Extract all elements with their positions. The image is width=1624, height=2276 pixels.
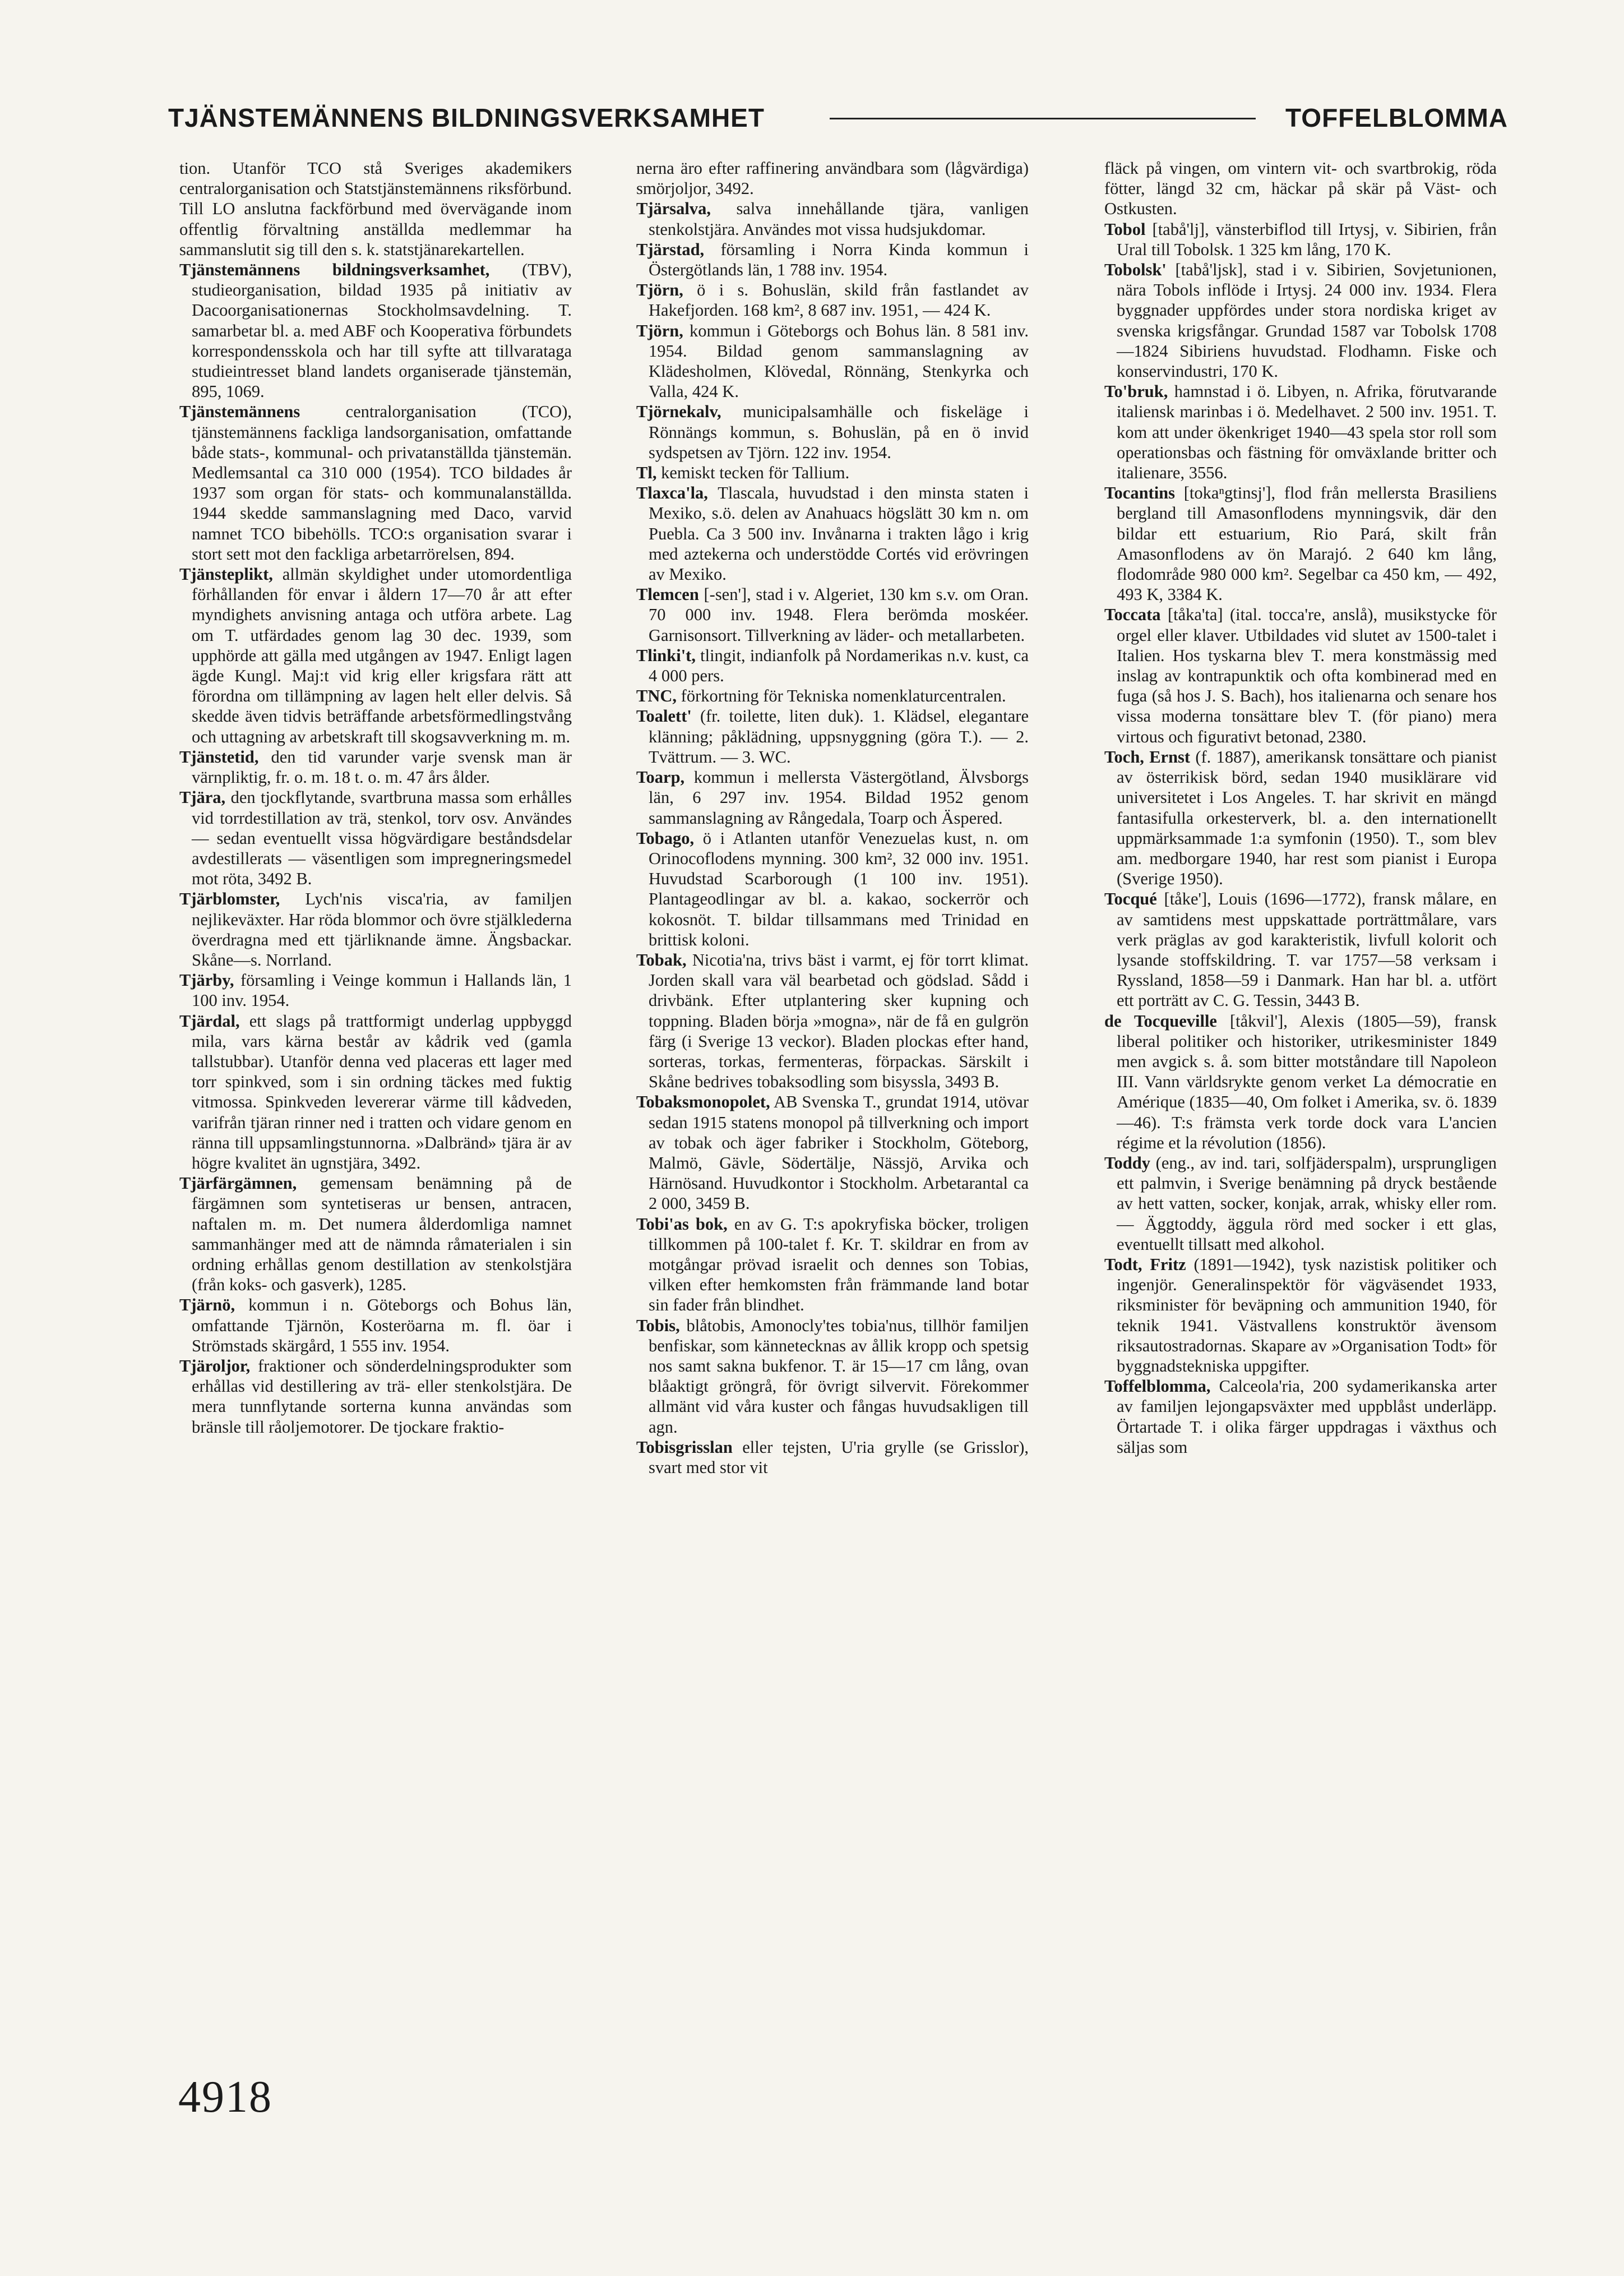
column-2 xyxy=(636,158,1029,1478)
entry-headword: Tl, xyxy=(636,463,657,483)
dictionary-entry xyxy=(1104,1153,1497,1254)
entry-headword: Tjänstetid, xyxy=(179,747,259,767)
dictionary-entry xyxy=(636,645,1029,686)
entry-headword: Tjänsteplikt, xyxy=(179,565,273,584)
entry-headword: Tjärstad, xyxy=(636,239,705,259)
dictionary-entry xyxy=(179,747,572,787)
dictionary-entry xyxy=(1104,219,1497,260)
dictionary-entry xyxy=(636,706,1029,767)
entry-headword: To'bruk, xyxy=(1104,382,1168,401)
entry-text: Tlascala, huvudstad i den minsta staten i Mexiko, s.ö. delen av Anahuacs högslätt 30 km n. om Puebla. Ca 3 500 inv. Invånarna i trakten lågo i krig med aztekerna och understödde Cortés vid erövringen av Mexiko. xyxy=(649,483,1029,584)
dictionary-entry xyxy=(179,564,572,747)
dictionary-entry xyxy=(636,1437,1029,1478)
entry-text: (eng., av ind. tari, solfjäderspalm), ursprungligen ett palmvin, i Sverige benämning på dryck bestående av hett vatten, socker, konjak, arrak, whisky eller rom. — Äggtoddy, äggula rörd med socker i ett glas, eventuellt tillsatt med alkohol. xyxy=(1117,1153,1497,1254)
entry-headword: Tobolsk' xyxy=(1104,260,1167,280)
dictionary-entry xyxy=(636,321,1029,402)
header-section-title: TJÄNSTEMÄNNENS BILDNINGSVERKSAMHET xyxy=(168,103,765,132)
dictionary-entry xyxy=(179,158,572,260)
entry-text: [-sen'], stad i v. Algeriet, 130 km s.v. om Oran. 70 000 inv. 1948. Flera berömda moskéer. Garnisonsort. Tillverkning av läder- och metallarbeten. xyxy=(649,585,1029,645)
entry-headword: Toffelblomma, xyxy=(1104,1377,1211,1396)
dictionary-entry xyxy=(636,686,1029,706)
column-3 xyxy=(1104,158,1497,1457)
dictionary-entry xyxy=(179,889,572,970)
entry-text: [tåke'], Louis (1696—1772), fransk målare, en av samtidens mest uppskattade porträttmålare, vars verk präglas av god karakteristik, livfull kolorit och lysande stoffskildring. T. var 1757—58 verksam i Ryssland, 1858—59 i Danmark. Han har bl. a. utfört ett porträtt av C. G. Tessin, 3443 B. xyxy=(1117,889,1497,1010)
entry-headword: Tobol xyxy=(1104,219,1146,239)
entry-headword: Tjärnö, xyxy=(179,1295,235,1315)
dictionary-entry xyxy=(1104,381,1497,483)
entry-headword: Tlaxca'la, xyxy=(636,483,708,503)
entry-text: kommun i mellersta Västergötland, Älvsborgs län, 6 297 inv. 1954. Bildad 1952 genom sammanslagning av Rångedala, Toarp och Äspered. xyxy=(649,768,1029,828)
dictionary-entry xyxy=(636,828,1029,950)
entry-text: blåtobis, Amonocly'tes tobia'nus, tillhör familjen benfiskar, som kännetecknas av ållik kropp och spetsig nos samt sakna bukfenor. T. är 15—17 cm lång, ovan blåaktigt gröngrå, för övrigt silvervit. Förekommer allmänt vid våra kuster och fångas huvudsakligen till agn. xyxy=(649,1315,1029,1437)
entry-headword: Toalett' xyxy=(636,707,692,726)
entry-headword: Toarp, xyxy=(636,768,685,787)
entry-text: församling i Veinge kommun i Hallands län, 1 100 inv. 1954. xyxy=(192,971,572,1010)
entry-headword: TNC, xyxy=(636,686,677,706)
entry-headword: de Tocqueville xyxy=(1104,1011,1217,1031)
entry-text: församling i Norra Kinda kommun i Östergötlands län, 1 788 inv. 1954. xyxy=(649,239,1029,280)
entry-headword: Tobaksmonopolet, xyxy=(636,1092,770,1112)
entry-text: kommun i Göteborgs och Bohus län. 8 581 inv. 1954. Bildad genom sammanslagning av Klädesholmen, Klövedal, Rönnäng, Stenkyrka och Valla, 424 K. xyxy=(649,321,1029,401)
header-rule xyxy=(830,118,1256,119)
entry-headword: Tjörn, xyxy=(636,321,683,340)
column-1 xyxy=(179,158,572,1437)
page-number: 4918 xyxy=(178,2072,272,2122)
dictionary-entry xyxy=(179,787,572,889)
entry-headword: Tobisgrisslan xyxy=(636,1437,733,1457)
entry-text: (1891—1942), tysk nazistisk politiker och ingenjör. Generalinspektör för vägväsendet 1933, riksminister för beväpning och ammunition 1940, för teknik 1941. Västvallens konstruktör ävensom riksautostradornas. Skapare av »Organisation Todt» för byggnadstekniska uppgifter. xyxy=(1117,1254,1497,1375)
entry-text: [tåka'ta] (ital. tocca're, anslå), musikstycke för orgel eller klaver. Utbildades vid slutet av 1500-talet i Italien. Hos tyskarna blev T. mera konstmässig med inslag av kontrapunktik och ofta kombinerad med en fuga (så hos J. S. Bach), hos italienarna och senare hos vissa moderna tonsättare blev T. (för piano) mera virtous och figurativt betonad, 2380. xyxy=(1117,605,1497,746)
entry-headword: Toddy xyxy=(1104,1153,1150,1172)
dictionary-entry xyxy=(636,401,1029,463)
entry-text: förkortning för Tekniska nomenklaturcentralen. xyxy=(681,686,1006,706)
dictionary-entry xyxy=(179,401,572,564)
entry-headword: Todt, Fritz xyxy=(1104,1254,1186,1274)
dictionary-entry xyxy=(1104,483,1497,604)
dictionary-entry xyxy=(636,280,1029,320)
entry-text: (TBV), studieorganisation, bildad 1935 på initiativ av Dacoorganisationernas Stockholmsavdelning. T. samarbetar bl. a. med ABF och Kooperativa förbundets korrespondensskola och har till syfte att tillvarataga studieintresset bland landets organiserade tjänstemän, 895, 1069. xyxy=(192,260,572,401)
entry-text: eller tejsten, U'ria grylle (se Grisslor), svart med stor vit xyxy=(649,1437,1029,1477)
dictionary-entry xyxy=(1104,158,1497,219)
entry-headword: Tjörn, xyxy=(636,280,683,300)
entry-text: [tabå'lj], vänsterbiflod till Irtysj, v. Sibirien, från Ural till Tobolsk. 1 325 km lång, 170 K. xyxy=(1117,219,1497,259)
entry-text: ett slags på trattformigt underlag uppbyggd mila, vars kärna består av kådrik ved (gamla tallstubbar). Utanför denna ved placeras ett lager med torr spinkved, som i sin ordning täckes med fuktig vitmossa. Spinkveden levererar värme till kådveden, varifrån tjäran rinner ned i tratten och vidare genom en ränna till uppsamlingstunnorna. »Dalbränd» tjära är av högre kvalitet än ugnstjära, 3492. xyxy=(192,1011,572,1172)
entry-text: (fr. toilette, liten duk). 1. Klädsel, elegantare klänning; påklädning, uppsnyggning (göra T.). — 2. Tvättrum. — 3. WC. xyxy=(649,707,1029,767)
entry-text: centralorganisation (TCO), tjänstemännens fackliga landsorganisation, omfattande både stats-, kommunal- och privatanställda tjänstemän. Medlemsantal ca 310 000 (1954). TCO bildades år 1937 som organ för stats- och kommunalanställda. 1944 skedde sammanslagning med Daco, varvid namnet TCO bibehölls. TCO:s organisation svarar i stort sett mot den fackliga arbetarrörelsen, 894. xyxy=(192,402,572,564)
entry-text: Calceola'ria, 200 sydamerikanska arter av familjen lejongapsväxter med uppblåst underläpp. Örtartade T. i olika färger uppdragas i växthus och säljas som xyxy=(1117,1377,1497,1457)
entry-headword: Tlemcen xyxy=(636,585,699,604)
entry-text: nerna äro efter raffinering användbara som (lågvärdiga) smörjoljor, 3492. xyxy=(636,159,1029,198)
entry-text: tlingit, indianfolk på Nordamerikas n.v. kust, ca 4 000 pers. xyxy=(649,645,1029,686)
entry-text: fläck på vingen, om vintern vit- och svartbrokig, röda fötter, längd 32 cm, häckar på skär på Väst- och Ostkusten. xyxy=(1104,159,1497,219)
entry-text: tion. Utanför TCO stå Sveriges akademikers centralorganisation och Statstjänstemännens riksförbund. Till LO anslutna fackförbund med övervägande inom offentlig förvaltning anställda medlemmar ha sammanslutit sig till den s. k. statstjänarekartellen. xyxy=(179,159,572,259)
entry-headword: Tjärsalva, xyxy=(636,199,711,219)
entry-headword: Tobi'as bok, xyxy=(636,1214,728,1234)
dictionary-entry xyxy=(179,260,572,401)
dictionary-entry xyxy=(1104,747,1497,889)
entry-text: [tåkvil'], Alexis (1805—59), fransk liberal politiker och historiker, utrikesminister 1849 men avgick s. å. som bitter motståndare till Napoleon III. Vann världsrykte genom verket La démocratie en Amérique (1835—40, Om folket i Amerika, sv. ö. 1839—46). T:s främsta verk torde dock vara L'ancien régime et la révolution (1856). xyxy=(1117,1011,1497,1152)
dictionary-entry xyxy=(1104,1376,1497,1457)
dictionary-entry xyxy=(636,767,1029,828)
entry-text: kommun i n. Göteborgs och Bohus län, omfattande Tjärnön, Kosteröarna m. fl. öar i Strömstads skärgård, 1 555 inv. 1954. xyxy=(192,1295,572,1355)
dictionary-entry xyxy=(179,1295,572,1356)
entry-headword: Tobak, xyxy=(636,950,687,970)
dictionary-entry xyxy=(1104,1011,1497,1153)
entry-headword: Tlinki't, xyxy=(636,645,696,665)
dictionary-entry xyxy=(179,970,572,1010)
dictionary-entry xyxy=(636,1315,1029,1437)
entry-text: gemensam benämning på de färgämnen som syntetiseras ur bensen, antracen, naftalen m. m. Det numera ålderdomliga namnet sammanhänger med att de nämnda råmaterialen i sin ordning erhållas genom destillation av stenkolstjära (från koks- och gasverk), 1285. xyxy=(192,1174,572,1295)
entry-headword: Tjänstemännens bildningsverksamhet, xyxy=(179,260,490,280)
dictionary-entry xyxy=(636,584,1029,645)
entry-text: en av G. T:s apokryfiska böcker, troligen tillkommen på 100-talet f. Kr. T. skildrar en from av motgångar prövad israelit och dennes son Tobias, vilken efter hemkomsten från främmande land botar sin fader från blindhet. xyxy=(649,1214,1029,1315)
running-header xyxy=(168,101,1508,140)
entry-headword: Tjärdal, xyxy=(179,1011,240,1031)
entry-headword: Tjärblomster, xyxy=(179,889,280,909)
entry-text: den tjockflytande, svartbruna massa som erhålles vid torrdestillation av trä, stenkol, torv osv. Användes — sedan eventuellt vissa högvärdigare beståndsdelar avdestillerats — väsentligen som impregneringsmedel mot röta, 3492 B. xyxy=(192,788,572,889)
dictionary-entry xyxy=(636,198,1029,239)
entry-headword: Tobis, xyxy=(636,1315,680,1335)
entry-headword: Tocqué xyxy=(1104,889,1157,909)
entry-headword: Tjörnekalv, xyxy=(636,402,721,422)
entry-text: kemiskt tecken för Tallium. xyxy=(661,463,850,483)
dictionary-entry xyxy=(636,158,1029,198)
dictionary-entry xyxy=(179,1011,572,1174)
entry-headword: Tjänstemännens xyxy=(179,402,300,422)
entry-headword: Tjäroljor, xyxy=(179,1356,251,1375)
dictionary-entry xyxy=(636,1092,1029,1213)
dictionary-entry xyxy=(179,1356,572,1437)
dictionary-entry xyxy=(179,1173,572,1295)
dictionary-entry xyxy=(636,1214,1029,1315)
dictionary-entry xyxy=(1104,1254,1497,1376)
entry-text: [tokaⁿgtinsj'], flod från mellersta Brasiliens bergland till Amasonflodens mynningsvik, där den bildar ett estuarium, Rio Pará, skilt från Amasonflodens av ön Marajó. 2 640 km lång, flodområde 980 000 km². Segelbar ca 450 km, — 492, 493 K, 3384 K. xyxy=(1117,483,1497,604)
entry-headword: Toch, Ernst xyxy=(1104,747,1191,767)
entry-text: hamnstad i ö. Libyen, n. Afrika, förutvarande italiensk marinbas i ö. Medelhavet. 2 500 inv. 1951. T. kom att under ökenkriget 1940—43 spela stor roll som operationsbas och fästning för omväxlande britter och italienare, 3556. xyxy=(1117,382,1497,483)
entry-text: fraktioner och sönderdelningsprodukter som erhållas vid destillering av trä- eller stenkolstjära. De mera tunnflytande sorterna kunna användas som bränsle till råoljemotorer. De tjockare fraktio- xyxy=(192,1356,572,1437)
entry-headword: Toccata xyxy=(1104,605,1161,625)
dictionary-entry xyxy=(636,463,1029,483)
dictionary-entry xyxy=(636,239,1029,280)
entry-headword: Tjära, xyxy=(179,788,226,807)
entry-text: Nicotia'na, trivs bäst i varmt, ej för torrt klimat. Jorden skall vara väl bearbetad och gödslad. Sådd i drivbänk. Efter utplantering sker kupning och toppning. Bladen börja »mogna», när de få en gulgrön färg (i Sverige 13 veckor). Bladen plockas efter hand, sorteras, torkas, fermenteras, förpackas. Särskilt i Skåne bedrives tobaksodling som bisyssla, 3493 B. xyxy=(649,950,1029,1092)
dictionary-entry xyxy=(1104,889,1497,1010)
dictionary-entry xyxy=(636,483,1029,584)
entry-text: [tabå'ljsk], stad i v. Sibirien, Sovjetunionen, nära Tobols inflöde i Irtysj. 24 000 inv. 1934. Flera byggnader uppfördes under stora nordiska kriget av svenska krigsfångar. Grundad 1587 var Tobolsk 1708—1824 Sibiriens huvudstad. Flodhamn. Fiske och konservindustri, 170 K. xyxy=(1117,260,1497,381)
entry-text: ö i s. Bohuslän, skild från fastlandet av Hakefjorden. 168 km², 8 687 inv. 1951, — 424 K. xyxy=(649,280,1029,320)
entry-text: AB Svenska T., grundat 1914, utövar sedan 1915 statens monopol på tillverkning och import av tobak och äger fabriker i Stockholm, Göteborg, Malmö, Gävle, Södertälje, Nässjö, Arvika och Härnösand. Huvudkontor i Stockholm. Arbetarantal ca 2 000, 3459 B. xyxy=(649,1092,1029,1213)
entry-text: Lych'nis visca'ria, av familjen nejlikeväxter. Har röda blommor och övre stjälklederna överdragna med ett tjärliknande ämne. Ängsbackar. Skåne—s. Norrland. xyxy=(192,889,572,970)
entry-text: allmän skyldighet under utomordentliga förhållanden för envar i åldern 17—70 år att efter myndighets anvisning antaga och utföra arbete. Lag om T. utfärdades genom lag 30 dec. 1939, som upphörde att gälla med utgången av 1947. Enligt lagen ägde Kungl. Maj:t vid krig eller krigsfara rätt att förordna om tillämpning av lagen helt eller delvis. Så skedde även tidvis beträffande arbetsförmedlingstvång och uttagning av arbetskraft till skogsavverkning m. m. xyxy=(192,565,572,746)
entry-text: municipalsamhälle och fiskeläge i Rönnängs kommun, s. Bohuslän, på en ö invid sydspetsen av Tjörn. 122 inv. 1954. xyxy=(649,402,1029,462)
entry-text: salva innehållande tjära, vanligen stenkolstjära. Användes mot vissa hudsjukdomar. xyxy=(649,199,1029,239)
entry-text: ö i Atlanten utanför Venezuelas kust, n. om Orinocoflodens mynning. 300 km², 32 000 inv. 1951. Huvudstad Scarborough (1 100 inv. 1951). Plantageodlingar av bl. a. kakao, sockerrör och kokosnöt. T. bildar tillsammans med Trinidad en brittisk koloni. xyxy=(649,828,1029,949)
entry-headword: Tjärby, xyxy=(179,971,234,990)
dictionary-entry xyxy=(1104,260,1497,381)
entry-headword: Tjärfärgämnen, xyxy=(179,1174,297,1193)
entry-text: den tid varunder varje svensk man är värnpliktig, fr. o. m. 18 t. o. m. 47 års ålder. xyxy=(192,747,572,787)
dictionary-entry xyxy=(636,950,1029,1092)
dictionary-entry xyxy=(1104,604,1497,746)
entry-headword: Tobago, xyxy=(636,828,695,848)
entry-text: (f. 1887), amerikansk tonsättare och pianist av österrikisk börd, sedan 1940 musiklärare vid universitetet i Los Angeles. T. har skrivit en mängd fantasifulla orkesterverk, bl. a. den internationellt uppmärksammade 1:a symfonin (1950). T., som blev am. medborgare 1940, har rest som pianist i Europa (Sverige 1950). xyxy=(1117,747,1497,889)
entry-headword: Tocantins xyxy=(1104,483,1176,503)
header-catchword: TOFFELBLOMMA xyxy=(1285,103,1508,132)
